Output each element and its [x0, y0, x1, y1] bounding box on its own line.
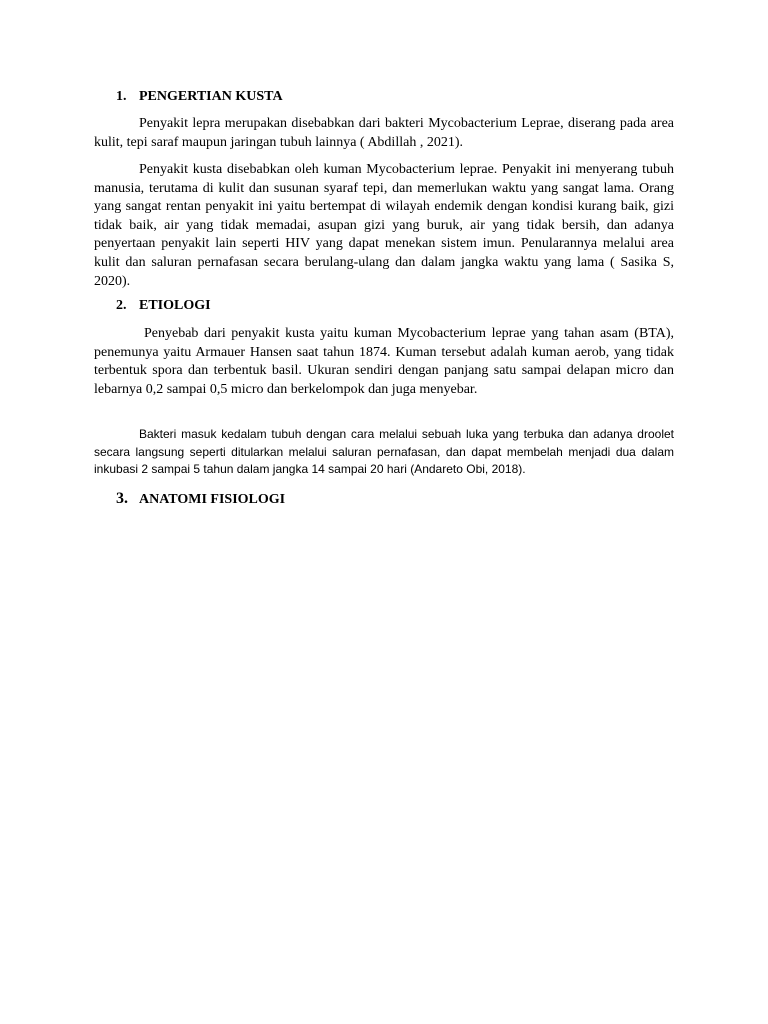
section-number: 3.	[116, 490, 128, 507]
section-title: PENGERTIAN KUSTA	[139, 89, 283, 104]
paragraph: Bakteri masuk kedalam tubuh dengan cara melalui sebuah luka yang terbuka dan adanya droolet secara langsung seperti ditularkan melalui saluran pernafasan, dan dapat membelah menjadi dua dalam inkubasi 2 sampai 5 tahun dalam jangka 14 sampai 20 hari (Andareto Obi, 2018).	[94, 427, 674, 477]
section-number: 1.	[116, 89, 127, 104]
paragraph: Penyakit kusta disebabkan oleh kuman Mycobacterium leprae. Penyakit ini menyerang tubuh manusia, terutama di kulit dan susunan syaraf tepi, dan memerlukan waktu yang sangat lama. Orang yang sangat rentan penyakit ini yaitu bertempat di wilayah endemik dengan kondisi kurang baik, gizi tidak baik, air yang tidak memadai, asupan gizi yang buruk, air yang tidak bersih, dan adanya penyertaan penyakit lain seperti HIV yang dapat menekan sistem imun. Penularannya melalui area kulit dan saluran pernafasan secara berulang-ulang dan dalam jangka waktu yang lama ( Sasika S, 2020).	[94, 162, 674, 289]
section-heading-etiologi	[116, 297, 211, 314]
paragraph: Penyakit lepra merupakan disebabkan dari bakteri Mycobacterium Leprae, diserang pada area kulit, tepi saraf maupun jaringan tubuh lainnya ( Abdillah , 2021).	[94, 116, 674, 150]
section-number: 2.	[116, 298, 127, 313]
paragraph: Penyebab dari penyakit kusta yaitu kuman Mycobacterium leprae yang tahan asam (BTA), penemunya yaitu Armauer Hansen saat tahun 1874. Kuman tersebut adalah kuman aerob, yang tidak terbentuk spora dan terbentuk basil. Ukuran sendiri dengan panjang satu sampai delapan micro dan lebarnya 0,2 sampai 0,5 micro dan berkelompok dan juga menyebar.	[94, 326, 674, 397]
section-title: ETIOLOGI	[139, 298, 211, 313]
section-title: ANATOMI FISIOLOGI	[139, 492, 286, 507]
section-heading-anatomi-fisiologi	[116, 490, 285, 508]
section-heading-pengertian-kusta	[116, 88, 283, 105]
